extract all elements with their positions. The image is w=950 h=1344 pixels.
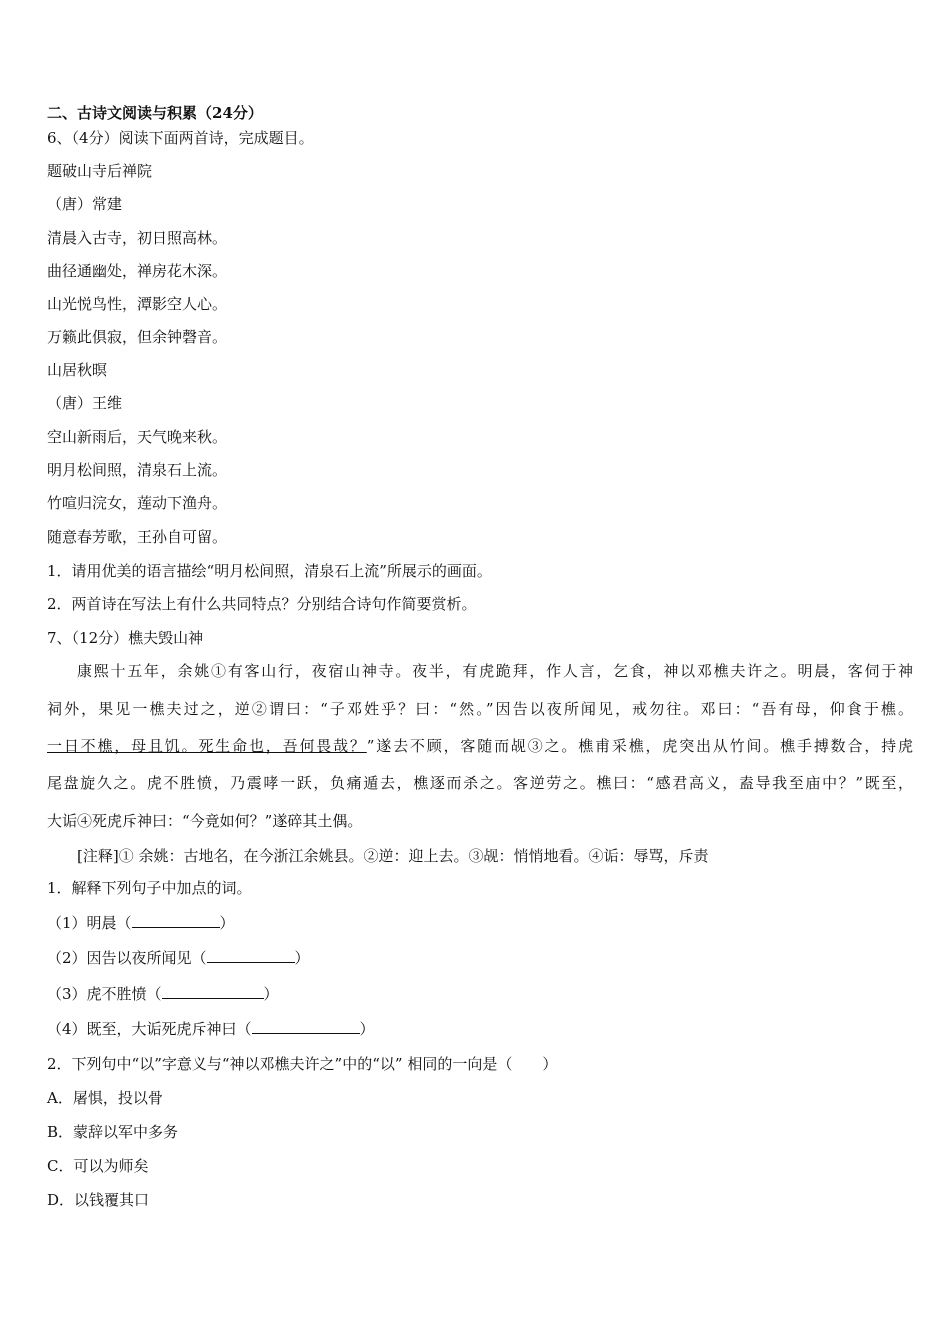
fill-item: （4）既至，大诟死虎斥神曰（ ） <box>47 1020 375 1038</box>
passage-line: 大诟④死虎斥神曰：“今竟如何？”遂碎其土偶。 <box>47 812 363 830</box>
q6-question-2: 2．两首诗在写法上有什么共同特点？分别结合诗句作简要赏析。 <box>47 595 477 613</box>
underlined-sentence: 一日不樵，母且饥。死生命也，吾何畏哉？ <box>47 737 367 755</box>
option-c: C．可以为师矣 <box>47 1157 149 1175</box>
q6-header: 6、（4分）阅读下面两首诗，完成题目。 <box>47 129 314 147</box>
passage-text: ”遂去不顾，客随而觇③之。樵甫采樵，虎突出从竹间。樵手搏数合，持虎 <box>366 737 913 755</box>
poem1-line: 山光悦鸟性，潭影空人心。 <box>47 295 228 313</box>
poem2-line: 竹喧归浣女，莲动下渔舟。 <box>47 494 228 512</box>
poem1-line: 曲径通幽处，禅房花木深。 <box>47 262 228 280</box>
section-title: 二、古诗文阅读与积累（24分） <box>47 104 263 122</box>
passage-line: 康熙十五年，余姚①有客山行，夜宿山神寺。夜半，有虎跪拜，作人言，乞食，神以邓樵夫许之。明晨，客伺于神 <box>77 662 913 680</box>
q7-header: 7、（12分）樵夫毁山神 <box>47 629 204 647</box>
fill-item: （2）因告以夜所闻见（ ） <box>47 949 310 967</box>
passage-line <box>47 736 913 756</box>
poem1-title: 题破山寺后禅院 <box>47 162 153 180</box>
fill-item: （3）虎不胜愤（ ） <box>47 985 279 1003</box>
annotation-note: [注释]① 余姚：古地名，在今浙江余姚县。②逆：迎上去。③觇：悄悄地看。④诟：辱骂，斥责 <box>77 847 709 865</box>
answer-blank[interactable] <box>207 947 295 963</box>
poem2-author: （唐）王维 <box>47 394 123 412</box>
poem2-line: 明月松间照，清泉石上流。 <box>47 461 228 479</box>
poem1-line: 万籁此俱寂，但余钟磬音。 <box>47 328 228 346</box>
poem1-author: （唐）常建 <box>47 195 123 213</box>
q7-question-2-prompt: 2．下列句中“以”字意义与“神以邓樵夫许之”中的“以” 相同的一向是（ ） <box>47 1055 558 1073</box>
passage-line: 尾盘旋久之。虎不胜愤，乃震哮一跃，负痛遁去，樵逐而杀之。客逆劳之。樵曰：“感君高义，盍导我至庙中？”既至， <box>47 774 913 792</box>
q7-question-1-prompt: 1．解释下列句子中加点的词。 <box>47 879 252 897</box>
option-a: A．屠惧，投以骨 <box>47 1089 163 1107</box>
fill-item: （1）明晨（ ） <box>47 914 235 932</box>
passage-line: 祠外，果见一樵夫过之，逆②谓曰：“子邓姓乎？曰：“然。”因告以夜所闻见，戒勿往。邓曰：“吾有母，仰食于樵。 <box>47 700 913 718</box>
option-b: B．蒙辞以军中多务 <box>47 1123 179 1141</box>
option-d: D．以钱覆其口 <box>47 1191 150 1209</box>
poem2-title: 山居秋暝 <box>47 361 108 379</box>
poem2-line: 空山新雨后，天气晚来秋。 <box>47 428 228 446</box>
q6-question-1: 1．请用优美的语言描绘“明月松间照，清泉石上流”所展示的画面。 <box>47 562 492 580</box>
answer-blank[interactable] <box>252 1018 360 1034</box>
answer-blank[interactable] <box>162 983 264 999</box>
answer-blank[interactable] <box>132 912 220 928</box>
poem2-line: 随意春芳歌，王孙自可留。 <box>47 528 228 546</box>
poem1-line: 清晨入古寺，初日照高林。 <box>47 229 228 247</box>
